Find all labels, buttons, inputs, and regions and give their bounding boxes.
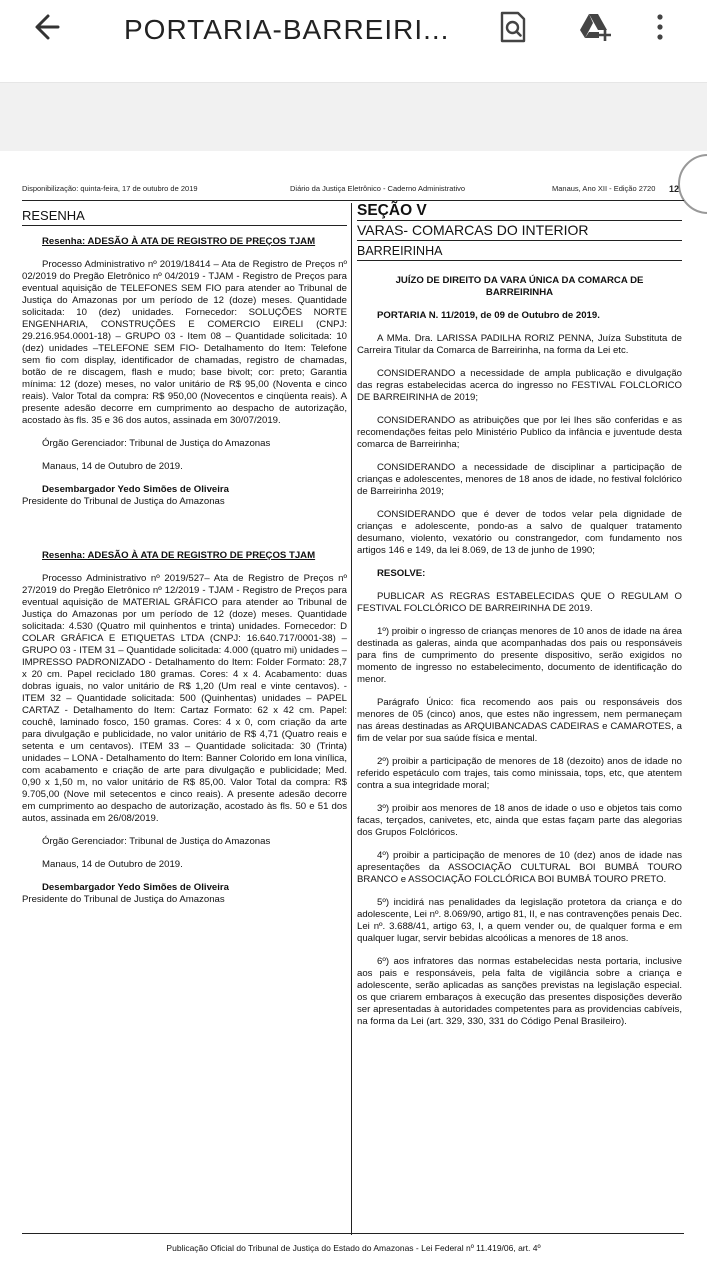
resenha-2-body: Processo Administrativo nº 2019/527– Ata de Registro de Preços nº 27/2019 do Pregão Eletrônico nº 12/2019 - TJAM - Registro de Preços para eventual aquisição de MATERIAL GRÁFICO para atender ao Tribunal de Justiça do Amazonas por um período de 12 (doze) meses. Quantidade solicitada: 4.530 (Quatro mil quinhentos e trinta) unidades. Fornecedor: D COLAR GRÁFICA E ETIQUETAS LTDA (CNPJ: 16.640.717/0001-38) – GRUPO 03 - ITEM 31 – Quantidade solicitada: 4.000 (quatro mi) unidades – IMPRESSO PADRONIZADO - Detalhamento do Item: Folder Formato: 28,7 x 20 cm. Papel reciclado 180 gramas. Cores: 4 x 4. Acabamento: duas dobras iguais, no valor unitário de R$ 1,20 (Um real e vinte centavos). - ITEM 32 – Quantidade solicitada: 500 (Quinhentas) unidades – PAPEL CARTAZ - Detalhamento do Item: Cartaz Formato: 62 x 42 cm. Papel: couchê, laminado fosco, 150 gramas. Cores: 4 x 0, com criação da arte para divulgação e publicidade, no valor unitário de R$ 4,71 (Quatro reais e setenta e um centavos). ITEM 33 – Quantidade solicitada: 30 (Trinta) unidades – LONA - Detalhamento do Item: Banner Colorido em lona vinílica, com acabamento e criação de arte para divulgação e publicidade; Med. 0,90 x 1,50 m, no valor unitário de R$ 85,00. Valor Total da compra: R$ 9.705,00 (Nove mil setecentos e cinco reais). A presente adesão decorre em cumprimento ao despacho de autorização, acostado às fls. 50 e 51 dos autos, assinada em 26/08/2019. xyxy=(22,573,347,824)
header-edition: Manaus, Ano XII - Edição 2720 xyxy=(552,184,656,193)
page-number: 12 xyxy=(669,184,680,194)
resenha-1-orgao: Órgão Gerenciador: Tribunal de Justiça do Amazonas xyxy=(42,438,271,449)
footer-text: Publicação Oficial do Tribunal de Justiça do Estado do Amazonas - Lei Federal nº 11.419/06, art. 4º xyxy=(166,1243,541,1253)
section-title: SEÇÃO V xyxy=(357,202,427,219)
considerando-1: CONSIDERANDO a necessidade de ampla publicação e divulgação das regras estabelecidas acerca do ingresso no FESTIVAL FOLCLORICO DE BARREIRINHA de 2019; xyxy=(357,368,682,403)
signature-role: Presidente do Tribunal de Justiça do Amazonas xyxy=(22,496,225,507)
search-document-icon[interactable] xyxy=(496,10,530,44)
resenha-1-date: Manaus, 14 de Outubro de 2019. xyxy=(42,461,183,472)
considerando-3: CONSIDERANDO a necessidade de disciplinar a participação de crianças e adolescentes, menores de 18 anos de idade, no festival folclórico de Barreirinha 2019; xyxy=(357,462,682,497)
juizo-heading: JUÍZO DE DIREITO DA VARA ÚNICA DA COMARCA DE BARREIRINHA xyxy=(395,275,644,298)
footer-divider xyxy=(22,1233,684,1234)
resenha-2-heading: Resenha: ADESÃO À ATA DE REGISTRO DE PREÇOS TJAM xyxy=(42,550,316,561)
resenha-1-signature xyxy=(22,484,347,508)
left-column xyxy=(22,208,347,906)
more-options-icon[interactable] xyxy=(650,10,670,44)
portaria-intro: A MMa. Dra. LARISSA PADILHA RORIZ PENNA, Juíza Substituta de Carreira Titular da Comarca de Barreirinha, na forma da Lei etc. xyxy=(357,333,682,356)
resolve-heading: RESOLVE: xyxy=(377,568,426,579)
add-to-drive-icon[interactable] xyxy=(578,10,612,44)
considerando-2: CONSIDERANDO as atribuições que por lei lhes são conferidas e as recomendações feitas pelo Ministério Publico da infância e juventude desta comarca de Barreirinha; xyxy=(357,415,682,450)
article-6: 6º) aos infratores das normas estabelecidas nesta portaria, inclusive aos pais e responsáveis, pela falta de vigilância sobre a criança e adolescente, serão aplicadas as sanções previstas na legislação especial. os que criarem embaraços à execução das presentes disposições deverão ser apresentadas à autoridades competentes para as providencias cabíveis, na forma da Lei (art. 329, 330, 331 do Código Penal Brasileiro). xyxy=(357,956,682,1027)
app-toolbar xyxy=(0,0,707,83)
resenha-2-orgao: Órgão Gerenciador: Tribunal de Justiça do Amazonas xyxy=(42,836,271,847)
header-divider xyxy=(22,200,684,201)
signature-name: Desembargador Yedo Simões de Oliveira xyxy=(42,882,229,893)
article-4: 4º) proibir a participação de menores de 10 (dez) anos de idade nas apresentações da ASSOCIAÇÃO CULTURAL BOI BUMBÁ TOURO BRANCO e ASSOCIAÇÃO FOLCLÓRICA BOI BUMBÁ TOURO PRETO. xyxy=(357,850,682,885)
publicar-text: PUBLICAR AS REGRAS ESTABELECIDAS QUE O REGULAM O FESTIVAL FOLCLÓRICO DE BARREIRINHA DE 2019. xyxy=(357,591,682,614)
right-column xyxy=(357,202,682,1039)
section-resenha: RESENHA xyxy=(22,208,347,226)
comarca-title: BARREIRINHA xyxy=(357,241,682,261)
column-divider xyxy=(351,203,352,1235)
viewer-margin xyxy=(0,83,707,151)
article-1: 1º) proibir o ingresso de crianças menores de 10 anos de idade na área destinada as galeras, ainda que acompanhadas dos pais ou responsáveis para fins de cumprimento do presente dispositivo, serão exigidos no momento de ingresso no estabelecimento, documento de identificação do menor. xyxy=(357,626,682,685)
resenha-1-heading: Resenha: ADESÃO À ATA DE REGISTRO DE PREÇOS TJAM xyxy=(42,236,316,247)
signature-role: Presidente do Tribunal de Justiça do Amazonas xyxy=(22,894,225,905)
article-3: 3º) proibir aos menores de 18 anos de idade o uso e objetos tais como facas, terçados, canivetes, etc, ainda que estas façam parte das alegorias dos Grupos Folclóricos. xyxy=(357,803,682,838)
header-journal: Diário da Justiça Eletrônico - Caderno Administrativo xyxy=(290,184,466,193)
header-date: Disponibilização: quinta-feira, 17 de outubro de 2019 xyxy=(22,184,198,193)
resenha-2-signature xyxy=(22,882,347,906)
considerando-4: CONSIDERANDO que é dever de todos velar pela dignidade de crianças e adolescente, pondo-as a salvo de qualquer tratamento desumano, violento, vexatório ou constrangedor, com fundamento nos artigos 146 e 149, da lei 8.069, de 13 de junho de 1990; xyxy=(357,509,682,556)
back-arrow-icon[interactable] xyxy=(30,10,70,46)
document-title: PORTARIA-BARREIRI... xyxy=(124,14,450,45)
article-5: 5º) incidirá nas penalidades da legislação protetora da criança e do adolescente, Lei nº. 8.069/90, artigo 81, II, e nas contravenções penais Dec. Lei nº. 3.688/41, artigo 63, I, a quem vender ou, de qualquer forma e em qualquer lugar, servir bebidas alcoólicas a menores de 18 anos. xyxy=(357,897,682,944)
signature-name: Desembargador Yedo Simões de Oliveira xyxy=(42,484,229,495)
paragrafo-unico: Parágrafo Único: fica recomendo aos pais ou responsáveis dos menores de 05 (cinco) anos, que estes não ingressem, nem permaneçam nas áreas destinadas as ARQUIBANCADAS CADEIRAS e CAMAROTES, a fim de velar por sua saúde física e mental. xyxy=(357,697,682,744)
article-2: 2º) proibir a participação de menores de 18 (dezoito) anos de idade no referido espetáculo com trajes, tais como minissaia, tops, etc, que atentem contra a sua integridade moral; xyxy=(357,756,682,791)
resenha-2-date: Manaus, 14 de Outubro de 2019. xyxy=(42,859,183,870)
resenha-1-body: Processo Administrativo nº 2019/18414 – Ata de Registro de Preços nº 02/2019 do Pregão Eletrônico nº 04/2019 - TJAM - Registro de Preços para eventual aquisição de TELEFONES SEM FIO para atender ao Tribunal de Justiça do Amazonas por um período de 12 (doze) meses. Quantidade solicitada: 10 (dez) unidades. Fornecedor: SOLUÇÕES NORTE ENGENHARIA, CONSTRUÇÕES E COMERCIO EIRELI (CNPJ: 29.216.954.0001-18) – GRUPO 03 - Item 08 – Quantidade solicitada: 10 (dez) unidades –TELEFONE SEM FIO- Detalhamento do Item: Telefone sem fio com display, identificador de chamadas, registro de chamadas, botão de re discagem, flash e mudo; base bivolt; cor: preto; Garantia mínima: 12 (doze) meses, no valor unitário de R$ 95,00 (Noventa e cinco reais). Valor Total da compra: R$ 950,00 (Novecentos e cinqüenta reais). A presente adesão decorre em cumprimento ao despacho de autorização, acostado às fls. 35 e 36 dos autos, assinada em 30/07/2019. xyxy=(22,259,347,426)
subsection-title: VARAS- COMARCAS DO INTERIOR xyxy=(357,220,682,241)
portaria-title: PORTARIA N. 11/2019, de 09 de Outubro de 2019. xyxy=(377,310,600,321)
